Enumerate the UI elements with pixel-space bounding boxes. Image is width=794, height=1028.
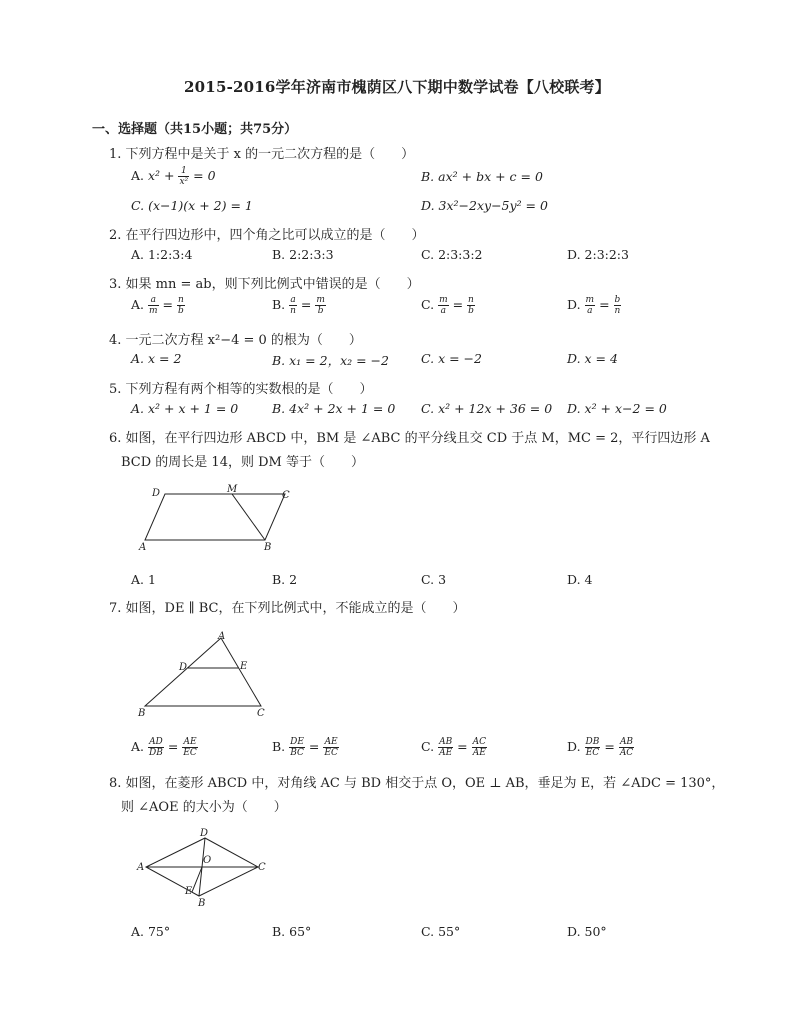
question-5-option-d: D. x² + x−2 = 0	[567, 401, 667, 416]
question-3-option-b: B. $\frac{a}{n}$ = $\frac{m}{b}$	[272, 295, 325, 316]
fraction: $\frac{DE}{BC}$	[290, 737, 304, 758]
question-2-option-a: A. 1:2:3:4	[131, 247, 193, 262]
fraction: $\frac{AE}{EC}$	[183, 737, 197, 758]
question-8-stem-line-1: 8. 如图，在菱形 ABCD 中，对角线 AC 与 BD 相交于点 O，OE ⊥ AB，垂足为 E，若 ∠ADC = 130°，	[109, 776, 725, 791]
question-8-option-c: C. 55°	[421, 924, 461, 939]
question-6-option-b: B. 2	[272, 572, 298, 587]
question-3-option-c: C. $\frac{m}{a}$ = $\frac{n}{b}$	[421, 295, 474, 316]
question-4-option-b: B. x₁ = 2，x₂ = −2	[272, 353, 389, 368]
fraction: $\frac{a}{n}$	[290, 295, 296, 316]
fraction: $\frac{DB}{EC}$	[585, 737, 600, 758]
question-5-option-a: A. x² + x + 1 = 0	[131, 401, 239, 416]
label-c: C	[257, 708, 265, 719]
fraction: $\frac{m}{b}$	[316, 295, 325, 316]
question-5-option-b: B. 4x² + 2x + 1 = 0	[272, 401, 396, 416]
label-e: E	[185, 886, 193, 897]
label-a: A	[139, 542, 147, 553]
fraction: $\frac{AC}{AE}$	[472, 737, 487, 758]
question-8-option-a: A. 75°	[131, 924, 171, 939]
label-c: C	[258, 862, 266, 873]
label-a: A	[218, 631, 226, 642]
triangle-abc	[145, 638, 261, 706]
question-4-option-a: A. x = 2	[131, 351, 182, 366]
question-1-option-a	[131, 166, 216, 187]
question-3-option-d: D. $\frac{m}{a}$ = $\frac{b}{n}$	[567, 295, 621, 316]
question-4-option-c: C. x = −2	[421, 351, 482, 366]
page-title: 2015-2016学年济南市槐荫区八下期中数学试卷【八校联考】	[184, 78, 610, 96]
option-label: A.	[131, 168, 145, 183]
question-8-option-d: D. 50°	[567, 924, 607, 939]
label-d: D	[152, 488, 161, 499]
label-b: B	[198, 898, 206, 908]
option-a-prefix: x² +	[148, 168, 179, 183]
option-a-suffix: = 0	[189, 168, 216, 183]
fraction: $\frac{a}{m}$	[149, 295, 158, 316]
label-b: B	[138, 708, 146, 719]
fraction: $\frac{n}{b}$	[177, 295, 184, 316]
fraction: $\frac{n}{b}$	[468, 295, 474, 316]
segment-bm	[232, 494, 265, 540]
question-7-option-a: A. $\frac{AD}{DB}$ = $\frac{AE}{EC}$	[131, 737, 197, 758]
fraction: $\frac{AB}{AC}$	[619, 737, 634, 758]
fraction: $\frac{m}{a}$	[439, 295, 448, 316]
question-1-option-c: C. (x−1)(x + 2) = 1	[131, 198, 253, 213]
fraction: $\frac{AB}{AE}$	[439, 737, 453, 758]
question-4-stem: 4. 一元二次方程 x²−4 = 0 的根为（ ）	[109, 333, 362, 348]
question-3-stem: 3. 如果 mn = ab，则下列比例式中错误的是（ ）	[109, 277, 420, 292]
question-5-option-c: C. x² + 12x + 36 = 0	[421, 401, 553, 416]
fraction: $\frac{m}{a}$	[585, 295, 595, 316]
question-6-stem-line-2: BCD 的周长是 14，则 DM 等于（ ）	[121, 455, 364, 470]
question-2-option-b: B. 2:2:3:3	[272, 247, 334, 262]
label-m: M	[227, 484, 238, 495]
label-b: B	[264, 542, 272, 553]
label-a: A	[137, 862, 145, 873]
question-2-stem: 2. 在平行四边形中，四个角之比可以成立的是（ ）	[109, 228, 425, 243]
label-o: O	[203, 855, 212, 866]
parallelogram-figure	[135, 480, 310, 558]
question-6-option-a: A. 1	[131, 572, 156, 587]
question-6-option-c: C. 3	[421, 572, 447, 587]
rhombus-figure	[133, 824, 273, 908]
fraction: $\frac{AE}{EC}$	[324, 737, 338, 758]
label-d: D	[200, 828, 209, 839]
label-d: D	[179, 662, 188, 673]
question-1-option-b: B. ax² + bx + c = 0	[421, 169, 543, 184]
question-6-option-d: D. 4	[567, 572, 593, 587]
fraction: $\frac{b}{n}$	[614, 295, 621, 316]
question-4-option-d: D. x = 4	[567, 351, 618, 366]
question-6-stem-line-1: 6. 如图，在平行四边形 ABCD 中，BM 是 ∠ABC 的平分线且交 CD 于点 M，MC = 2，平行四边形 A	[109, 431, 710, 446]
fraction: $\frac{1}{\text{x²}}$	[179, 166, 189, 187]
fraction: $\frac{AD}{DB}$	[149, 737, 163, 758]
question-7-option-b: B. $\frac{DE}{BC}$ = $\frac{AE}{EC}$	[272, 737, 338, 758]
label-c: C	[282, 490, 290, 501]
label-e: E	[240, 661, 248, 672]
question-7-option-c: C. $\frac{AB}{AE}$ = $\frac{AC}{AE}$	[421, 737, 487, 758]
question-2-option-d: D. 2:3:2:3	[567, 247, 629, 262]
question-1-option-d: D. 3x²−2xy−5y² = 0	[421, 198, 548, 213]
triangle-figure	[133, 628, 278, 720]
question-1-stem: 1. 下列方程中是关于 x 的一元二次方程的是（ ）	[109, 147, 415, 162]
question-5-stem: 5. 下列方程有两个相等的实数根的是（ ）	[109, 382, 373, 397]
question-2-option-c: C. 2:3:3:2	[421, 247, 483, 262]
question-7-option-d: D. $\frac{DB}{EC}$ = $\frac{AB}{AC}$	[567, 737, 634, 758]
question-3-option-a: A. $\frac{a}{m}$ = $\frac{n}{b}$	[131, 295, 184, 316]
question-8-stem-line-2: 则 ∠AOE 的大小为（ ）	[121, 800, 287, 815]
section-heading: 一、选择题（共15小题；共75分）	[92, 122, 298, 137]
question-8-option-b: B. 65°	[272, 924, 312, 939]
parallelogram-abcd	[145, 494, 285, 540]
question-7-stem: 7. 如图，DE ∥ BC，在下列比例式中，不能成立的是（ ）	[109, 601, 466, 616]
